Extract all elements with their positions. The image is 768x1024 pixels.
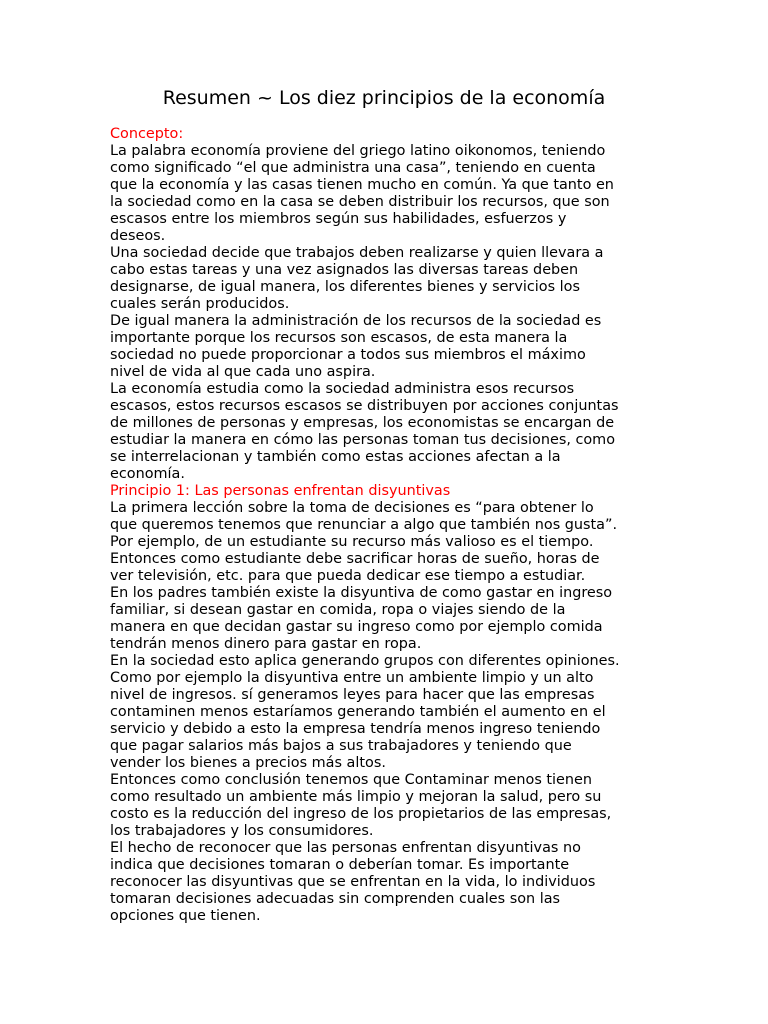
body-text-line: deseos. [110,228,166,244]
body-text-line: los trabajadores y los consumidores. [110,823,374,839]
body-text-line: servicio y debido a esto la empresa tendría menos ingreso teniendo [110,721,601,737]
body-text-line: contaminen menos estaríamos generando también el aumento en el [110,704,606,720]
body-text-line: costo es la reducción del ingreso de los propietarios de las empresas, [110,806,612,822]
body-text-line: estudiar la manera en cómo las personas toman tus decisiones, como [110,432,616,448]
body-text-line: tendrán menos dinero para gastar en ropa. [110,636,422,652]
body-text-line: que pagar salarios más bajos a sus trabajadores y teniendo que [110,738,572,754]
body-text-line: Una sociedad decide que trabajos deben realizarse y quien llevara a [110,245,604,261]
body-text-line: que la economía y las casas tienen mucho en común. Ya que tanto en [110,177,614,193]
body-text-line: familiar, si desean gastar en comida, ropa o viajes siendo de la [110,602,566,618]
body-text-line: La economía estudia como la sociedad administra esos recursos [110,381,575,397]
body-text-line: tomaran decisiones adecuadas sin comprenden cuales son las [110,891,561,907]
body-text-line: El hecho de reconocer que las personas enfrentan disyuntivas no [110,840,581,856]
body-text-line: importante porque los recursos son escasos, de esta manera la [110,330,568,346]
body-text-line: ver televisión, etc. para que pueda dedicar ese tiempo a estudiar. [110,568,586,584]
body-text-line: manera en que decidan gastar su ingreso como por ejemplo comida [110,619,603,635]
body-text-line: vender los bienes a precios más altos. [110,755,386,771]
body-text-line: Entonces como conclusión tenemos que Contaminar menos tienen [110,772,592,788]
body-text-line: como resultado un ambiente más limpio y mejoran la salud, pero su [110,789,602,805]
body-text-line: se interrelacionan y también como estas acciones afectan a la [110,449,561,465]
document-title: Resumen ~ Los diez principios de la economía [162,87,606,109]
body-text-line: Como por ejemplo la disyuntiva entre un ambiente limpio y un alto [110,670,594,686]
section-heading: Principio 1: Las personas enfrentan disyuntivas [110,483,451,499]
body-text-line: economía. [110,466,185,482]
body-text-line: la sociedad como en la casa se deben distribuir los recursos, que son [110,194,610,210]
body-text-line: La primera lección sobre la toma de decisiones es “para obtener lo [110,500,594,516]
body-text-line: En los padres también existe la disyuntiva de como gastar en ingreso [110,585,613,601]
document-body [110,126,670,925]
body-text-line: De igual manera la administración de los recursos de la sociedad es [110,313,602,329]
body-text-line: opciones que tienen. [110,908,261,924]
body-text-line: nivel de vida al que cada uno aspira. [110,364,376,380]
body-text-line: como significado “el que administra una casa”, teniendo en cuenta [110,160,596,176]
body-text-line: En la sociedad esto aplica generando grupos con diferentes opiniones. [110,653,620,669]
body-text-line: escasos entre los miembros según sus habilidades, esfuerzos y [110,211,567,227]
section-heading: Concepto: [110,126,184,142]
body-text-line: que queremos tenemos que renunciar a algo que también nos gusta”. [110,517,618,533]
body-text-line: La palabra economía proviene del griego latino oikonomos, teniendo [110,143,606,159]
body-text-line: de millones de personas y empresas, los economistas se encargan de [110,415,615,431]
body-text-line: cabo estas tareas y una vez asignados las diversas tareas deben [110,262,579,278]
body-text-line: nivel de ingresos. sí generamos leyes para hacer que las empresas [110,687,595,703]
body-text-line: sociedad no puede proporcionar a todos sus miembros el máximo [110,347,586,363]
body-text-line: indica que decisiones tomaran o deberían tomar. Es importante [110,857,570,873]
body-text-line: Entonces como estudiante debe sacrificar horas de sueño, horas de [110,551,600,567]
body-text-line: cuales serán producidos. [110,296,290,312]
body-text-line: Por ejemplo, de un estudiante su recurso más valioso es el tiempo. [110,534,594,550]
body-text-line: reconocer las disyuntivas que se enfrentan en la vida, lo individuos [110,874,596,890]
body-text-line: designarse, de igual manera, los diferentes bienes y servicios los [110,279,580,295]
body-text-line: escasos, estos recursos escasos se distribuyen por acciones conjuntas [110,398,619,414]
